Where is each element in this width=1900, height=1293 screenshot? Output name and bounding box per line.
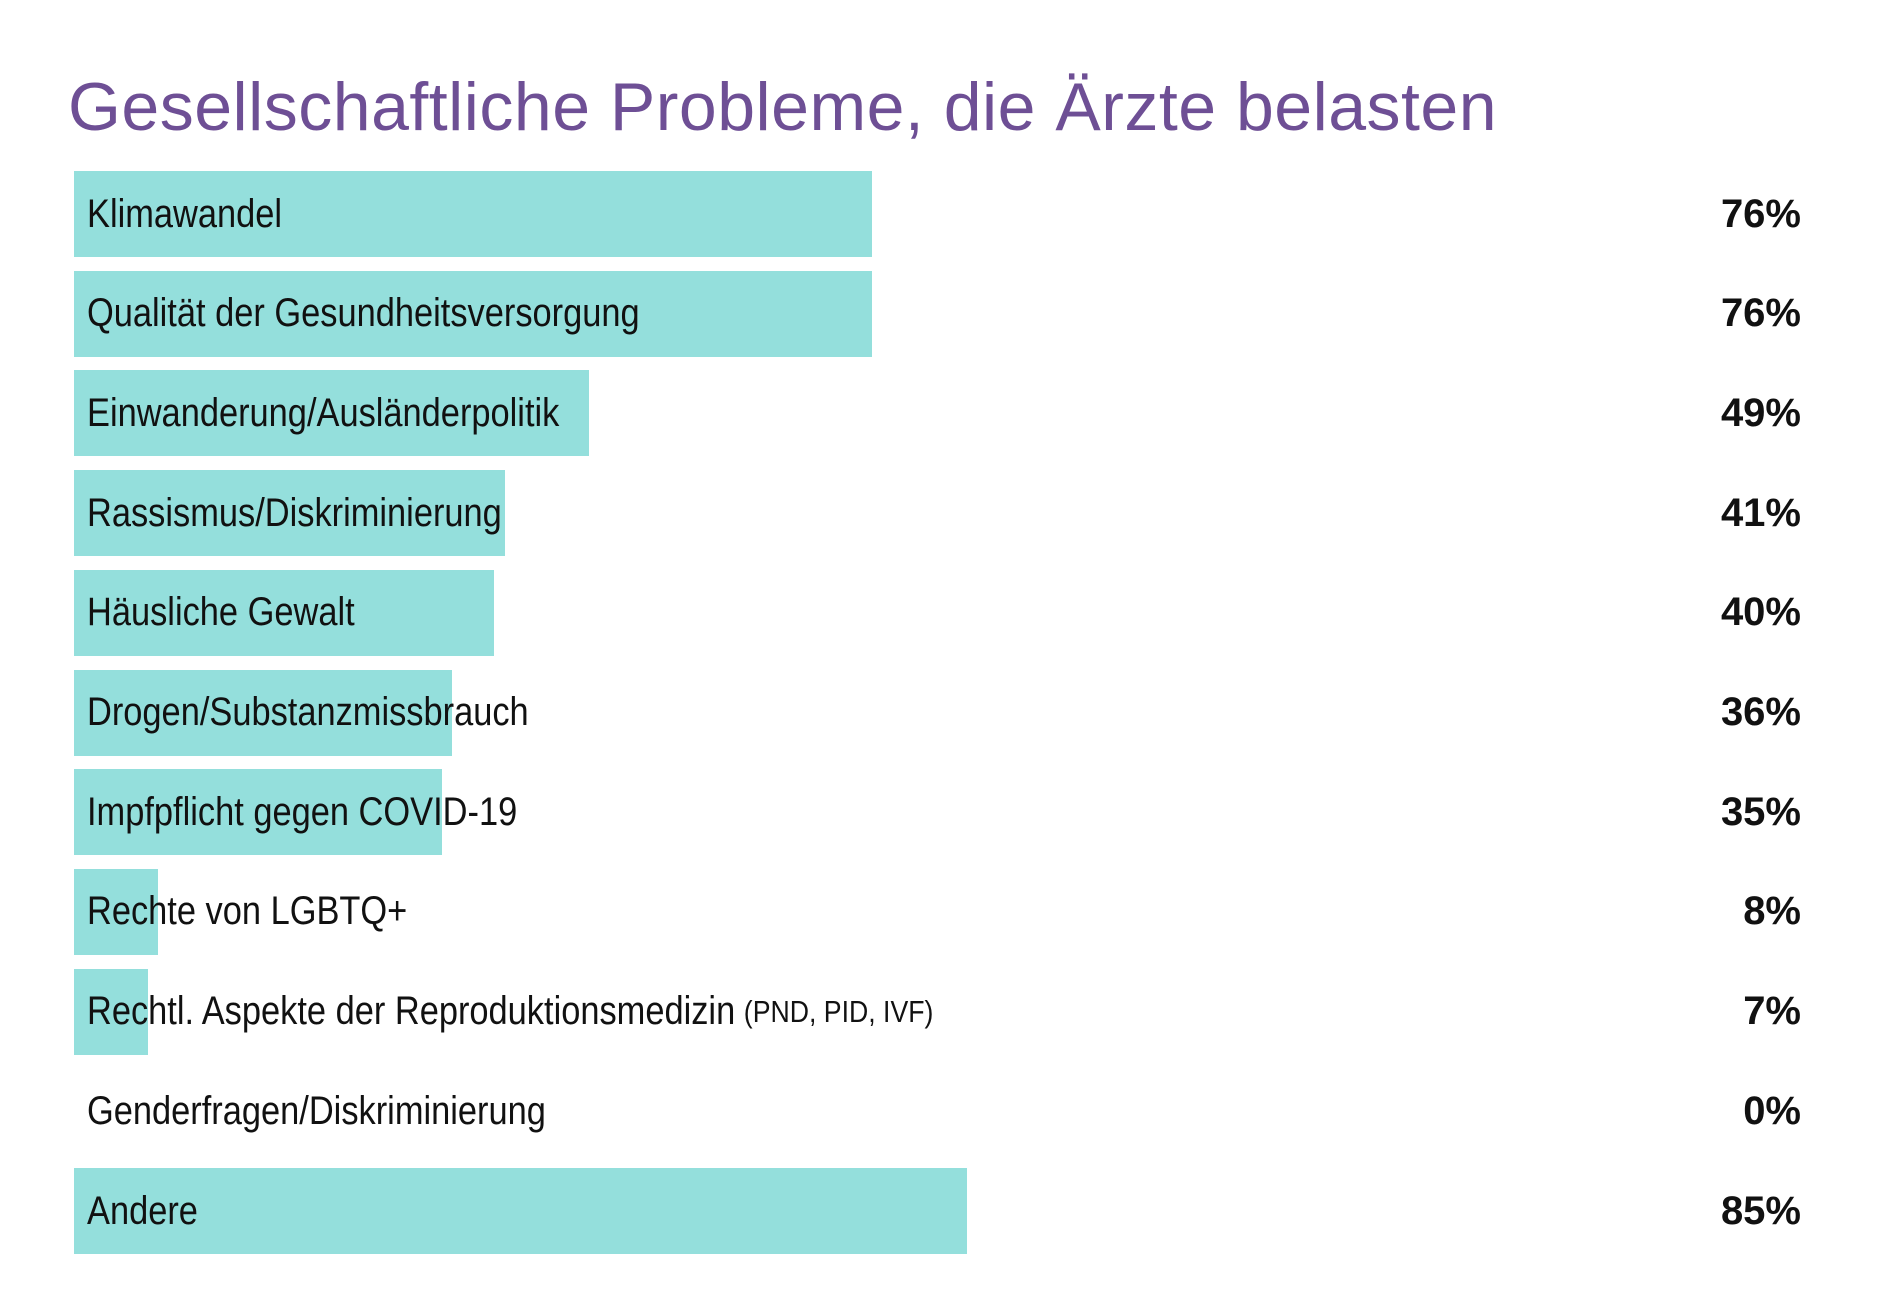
bar-row xyxy=(0,570,1900,656)
category-label-text: Rechte von LGBTQ+ xyxy=(87,889,408,934)
bar-row xyxy=(0,969,1900,1055)
value-label: 76% xyxy=(1720,191,1801,236)
bar-row xyxy=(0,370,1900,456)
bar-row xyxy=(0,470,1900,556)
category-label xyxy=(87,370,559,456)
category-label xyxy=(87,1168,198,1254)
bar-row xyxy=(0,271,1900,357)
value-label: 8% xyxy=(1743,889,1801,934)
category-label xyxy=(87,1068,546,1154)
category-label xyxy=(87,570,355,656)
bar-row xyxy=(0,670,1900,756)
category-label xyxy=(87,171,282,257)
category-label-text: Einwanderung/Ausländerpolitik xyxy=(87,390,560,435)
bar-row xyxy=(0,769,1900,855)
category-label-text: Rassismus/Diskriminierung xyxy=(87,490,502,535)
value-label: 7% xyxy=(1743,989,1801,1034)
category-label-text: Qualität der Gesundheitsversorgung xyxy=(87,291,640,336)
category-label xyxy=(87,969,933,1055)
category-label-text: Rechtl. Aspekte der Reproduktionsmedizin xyxy=(87,989,736,1034)
value-label: 35% xyxy=(1720,789,1801,834)
bar-row xyxy=(0,869,1900,955)
category-label xyxy=(87,271,640,357)
category-label-text: Genderfragen/Diskriminierung xyxy=(87,1088,546,1133)
category-note: (PND, PID, IVF) xyxy=(743,993,934,1029)
category-label xyxy=(87,769,517,855)
category-label xyxy=(87,670,529,756)
category-label-text: Impfpflicht gegen COVID-19 xyxy=(87,789,518,834)
category-label xyxy=(87,869,407,955)
bar-row xyxy=(0,1168,1900,1254)
bar-row xyxy=(0,171,1900,257)
value-label: 85% xyxy=(1720,1188,1801,1233)
value-label: 40% xyxy=(1720,590,1801,635)
category-label-text: Drogen/Substanzmissbrauch xyxy=(87,690,529,734)
category-label xyxy=(87,470,502,556)
value-label: 41% xyxy=(1720,490,1801,535)
category-label-text: Häusliche Gewalt xyxy=(87,590,355,635)
chart-title: Gesellschaftliche Probleme, die Ärzte belasten xyxy=(68,69,1498,145)
category-label-text: Klimawandel xyxy=(87,191,283,236)
value-label: 0% xyxy=(1743,1088,1801,1133)
value-label: 76% xyxy=(1720,291,1801,336)
value-label: 36% xyxy=(1720,690,1801,734)
value-label: 49% xyxy=(1720,390,1801,435)
category-label-text: Andere xyxy=(87,1188,198,1233)
bar-row xyxy=(0,1068,1900,1154)
bar xyxy=(74,1168,967,1254)
